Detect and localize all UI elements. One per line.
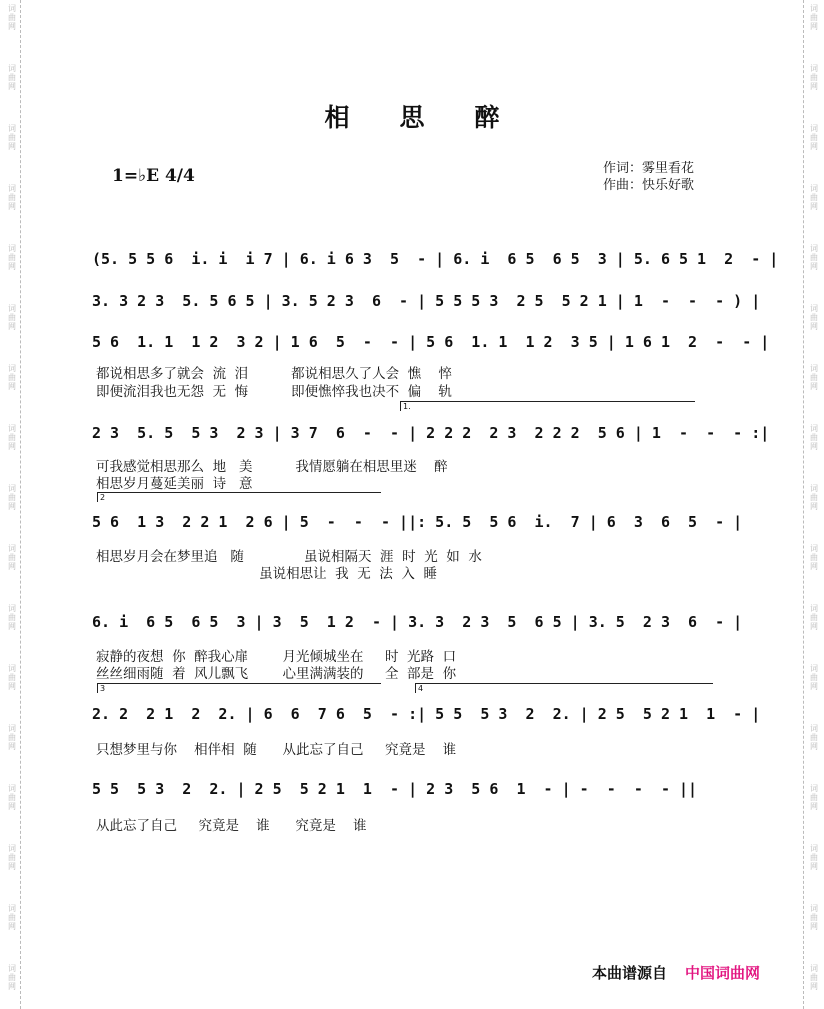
- song-title: 相 思 醉: [324, 103, 500, 132]
- lyricist-credit: 作词：雾里看花: [603, 161, 695, 176]
- staff-line-4: 2 3 5. 5 5 3 2 3 | 3 7 6 - - | 2 2 2 2 3 2 2 2 5 6 | 1 - - - :|: [92, 424, 770, 442]
- watermark-mark: 词 曲 网: [8, 4, 16, 31]
- volta-bracket-3: 3: [97, 683, 381, 693]
- staff-line-1: (5. 5 5 6 i. i i 7 | 6. i 6 3 5 - | 6. i 6 5 6 5 3 | 5. 6 5 1 2 - |: [92, 250, 779, 268]
- lyric-line: 可我感觉相思那么 地 美 我情愿躺在相思里迷 醉: [96, 459, 448, 475]
- watermark-mark: 词 曲 网: [810, 664, 818, 691]
- watermark-mark: 词 曲 网: [810, 4, 818, 31]
- watermark-mark: 词 曲 网: [8, 904, 16, 931]
- watermark-mark: 词 曲 网: [810, 484, 818, 511]
- watermark-mark: 词 曲 网: [8, 544, 16, 571]
- watermark-mark: 词 曲 网: [8, 424, 16, 451]
- watermark-mark: 词 曲 网: [8, 244, 16, 271]
- watermark-mark: 词 曲 网: [8, 124, 16, 151]
- lyric-line: 丝丝细雨随 着 风儿飘飞 心里满满装的 全 部是 你: [96, 666, 457, 682]
- staff-line-5: 5 6 1 3 2 2 1 2 6 | 5 - - - ||: 5. 5 5 6 i. 7 | 6 3 6 5 - |: [92, 513, 743, 531]
- watermark-mark: 词 曲 网: [8, 364, 16, 391]
- staff-line-7: 2. 2 2 1 2 2. | 6 6 7 6 5 - :| 5 5 5 3 2 2. | 2 5 5 2 1 1 - |: [92, 705, 761, 723]
- watermark-mark: 词 曲 网: [810, 364, 818, 391]
- watermark-mark: 词 曲 网: [810, 244, 818, 271]
- volta-bracket-1: 1.: [400, 401, 695, 411]
- watermark-mark: 词 曲 网: [8, 604, 16, 631]
- staff-line-8: 5 5 5 3 2 2. | 2 5 5 2 1 1 - | 2 3 5 6 1 - | - - - - ||: [92, 780, 698, 798]
- lyric-line: 相思岁月会在梦里追 随 虽说相隔天 涯 时 光 如 水: [96, 549, 482, 565]
- source-footer: [592, 962, 760, 983]
- watermark-mark: 词 曲 网: [810, 184, 818, 211]
- watermark-mark: 词 曲 网: [810, 784, 818, 811]
- watermark-mark: 词 曲 网: [8, 664, 16, 691]
- watermark-mark: 词 曲 网: [8, 484, 16, 511]
- watermark-mark: 词 曲 网: [8, 304, 16, 331]
- lyric-line: 寂静的夜想 你 醉我心扉 月光倾城坐在 时 光路 口: [96, 649, 457, 665]
- lyric-line: 相思岁月蔓延美丽 诗 意: [96, 476, 253, 492]
- staff-line-3: 5 6 1. 1 1 2 3 2 | 1 6 5 - - | 5 6 1. 1 1 2 3 5 | 1 6 1 2 - - |: [92, 333, 770, 351]
- watermark-mark: 词 曲 网: [8, 64, 16, 91]
- watermark-mark: 词 曲 网: [810, 844, 818, 871]
- lyric-line: 即便流泪我也无怨 无 悔 即便憔悴我也决不 偏 轨: [96, 384, 452, 400]
- watermark-mark: 词 曲 网: [8, 964, 16, 991]
- watermark-mark: 词 曲 网: [810, 964, 818, 991]
- source-site-link[interactable]: 中国词曲网: [685, 964, 761, 982]
- watermark-mark: 词 曲 网: [810, 724, 818, 751]
- lyric-line: 都说相思多了就会 流 泪 都说相思久了人会 憔 悴: [96, 366, 452, 382]
- lyric-line: 只想梦里与你 相伴相 随 从此忘了自己 究竟是 谁: [96, 742, 457, 758]
- watermark-mark: 词 曲 网: [810, 904, 818, 931]
- watermark-mark: 词 曲 网: [810, 544, 818, 571]
- staff-line-6: 6. i 6 5 6 5 3 | 3 5 1 2 - | 3. 3 2 3 5 6 5 | 3. 5 2 3 6 - |: [92, 613, 743, 631]
- lyric-line: 从此忘了自己 究竟是 谁 究竟是 谁: [96, 818, 367, 834]
- watermark-mark: 词 曲 网: [8, 844, 16, 871]
- composer-credit: 作曲：快乐好歌: [603, 178, 695, 193]
- watermark-mark: 词 曲 网: [810, 64, 818, 91]
- watermark-mark: 词 曲 网: [810, 424, 818, 451]
- key-signature: 1=♭E 4/4: [112, 166, 195, 186]
- lyric-line: 虽说相思让 我 无 法 入 睡: [96, 566, 437, 582]
- staff-line-2: 3. 3 2 3 5. 5 6 5 | 3. 5 2 3 6 - | 5 5 5 3 2 5 5 2 1 | 1 - - - ) |: [92, 292, 761, 310]
- watermark-mark: 词 曲 网: [8, 184, 16, 211]
- volta-bracket-2: 2: [97, 492, 381, 502]
- watermark-mark: 词 曲 网: [810, 304, 818, 331]
- watermark-mark: 词 曲 网: [8, 784, 16, 811]
- watermark-mark: 词 曲 网: [8, 724, 16, 751]
- watermark-mark: 词 曲 网: [810, 604, 818, 631]
- watermark-mark: 词 曲 网: [810, 124, 818, 151]
- source-label: 本曲谱源自: [592, 964, 668, 982]
- volta-bracket-4: 4: [415, 683, 713, 693]
